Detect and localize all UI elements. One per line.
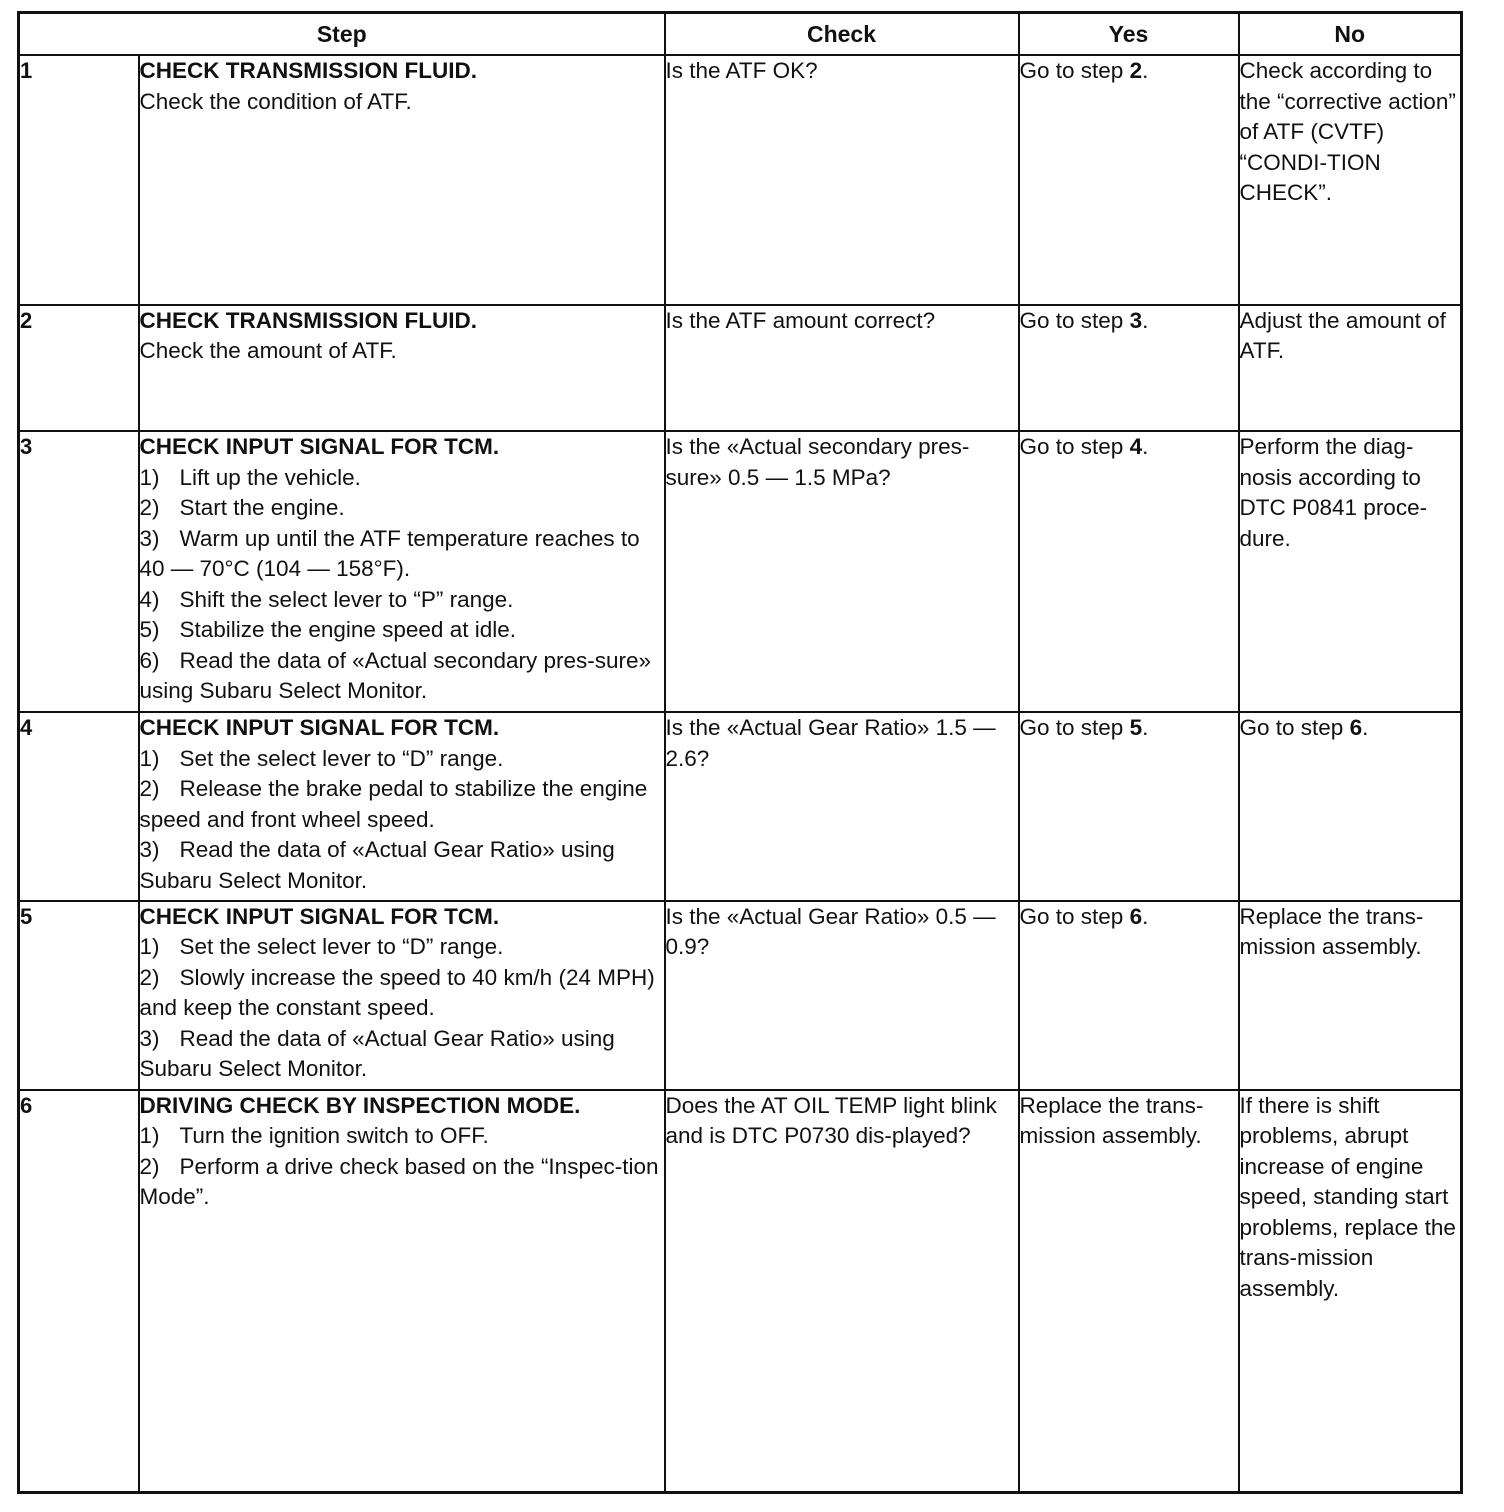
substep: [140, 932, 664, 963]
step-title: DRIVING CHECK BY INSPECTION MODE.: [139, 1092, 581, 1118]
yes-cell: [1019, 55, 1239, 305]
substep-number: 3): [139, 525, 160, 551]
no-cell: If there is shift problems, abrupt increase of engine speed, standing start problems, replace the trans-mission assembly.: [1239, 1090, 1462, 1493]
substep: [140, 774, 664, 835]
table-row: [19, 712, 1462, 900]
yes-suffix: .: [1142, 903, 1149, 929]
no-prefix: Go to step: [1239, 715, 1350, 741]
no-suffix: .: [1362, 715, 1369, 741]
substep-number: 3): [139, 1025, 160, 1051]
substep: [140, 744, 664, 775]
substep-text: Set the select lever to “D” range.: [179, 934, 504, 960]
no-step-ref: 6: [1349, 715, 1363, 741]
substep-number: 2): [139, 495, 160, 521]
yes-suffix: .: [1142, 307, 1149, 333]
substep-number: 2): [139, 776, 160, 802]
substep-number: 1): [139, 1123, 160, 1149]
table-row: [19, 431, 1462, 712]
substep: [140, 1121, 664, 1152]
substep: [140, 585, 664, 616]
step-description: [139, 712, 665, 900]
substep-text: Stabilize the engine speed at idle.: [179, 617, 516, 643]
step-title: CHECK TRANSMISSION FLUID.: [139, 307, 477, 333]
check-cell: Is the «Actual Gear Ratio» 1.5 — 2.6?: [665, 712, 1019, 900]
yes-prefix: Go to step: [1019, 434, 1130, 460]
check-cell: Is the «Actual Gear Ratio» 0.5 — 0.9?: [665, 901, 1019, 1090]
no-cell: Adjust the amount of ATF.: [1239, 305, 1462, 432]
header-step: Step: [19, 13, 665, 56]
no-cell: Replace the trans-mission assembly.: [1239, 901, 1462, 1090]
substep: [140, 524, 664, 585]
step-number: 5: [19, 901, 139, 1090]
substep-number: 4): [139, 586, 160, 612]
step-title: CHECK TRANSMISSION FLUID.: [139, 58, 477, 83]
step-number: 4: [19, 712, 139, 900]
check-cell: Is the «Actual secondary pres-sure» 0.5 — 1.5 MPa?: [665, 431, 1019, 712]
substep: [140, 963, 664, 1024]
substep-text: Start the engine.: [179, 495, 345, 521]
yes-prefix: Go to step: [1019, 307, 1130, 333]
yes-suffix: .: [1142, 58, 1149, 83]
step-number: 1: [19, 55, 139, 305]
step-description: [139, 1090, 665, 1493]
check-cell: Is the ATF amount correct?: [665, 305, 1019, 432]
step-title: CHECK INPUT SIGNAL FOR TCM.: [139, 903, 500, 929]
yes-cell: Replace the trans-mission assembly.: [1019, 1090, 1239, 1493]
yes-cell: [1019, 901, 1239, 1090]
diagnostic-table: [17, 11, 1463, 1494]
substep-number: 1): [139, 464, 160, 490]
substep-number: 5): [139, 617, 160, 643]
substep-number: 2): [139, 964, 160, 990]
table-row: [19, 55, 1462, 305]
substep-text: Read the data of «Actual Gear Ratio» using Subaru Select Monitor.: [139, 837, 615, 893]
yes-suffix: .: [1142, 715, 1149, 741]
yes-step-ref: 2: [1129, 58, 1143, 83]
step-description: [139, 431, 665, 712]
step-description: [139, 901, 665, 1090]
substep-number: 3): [139, 837, 160, 863]
step-title: CHECK INPUT SIGNAL FOR TCM.: [139, 715, 500, 741]
yes-prefix: Go to step: [1019, 903, 1130, 929]
step-number: 6: [19, 1090, 139, 1493]
yes-step-ref: 3: [1129, 307, 1143, 333]
substep-text: Shift the select lever to “P” range.: [179, 586, 514, 612]
step-title: CHECK INPUT SIGNAL FOR TCM.: [139, 434, 500, 460]
substep-number: 6): [139, 647, 160, 673]
step-text: Check the condition of ATF.: [139, 88, 412, 114]
step-description: [139, 305, 665, 432]
substep-text: Perform a drive check based on the “Inspec-tion Mode”.: [139, 1153, 659, 1210]
substep-text: Warm up until the ATF temperature reaches to 40 — 70°C (104 — 158°F).: [139, 525, 640, 582]
check-cell: Is the ATF OK?: [665, 55, 1019, 305]
step-number: 3: [19, 431, 139, 712]
header-check: Check: [665, 13, 1019, 56]
step-description: [139, 55, 665, 305]
substep-text: Slowly increase the speed to 40 km/h (24 MPH) and keep the constant speed.: [139, 964, 655, 1021]
substep: [140, 615, 664, 646]
no-cell: Check according to the “corrective action” of ATF (CVTF) “CONDI-TION CHECK”.: [1239, 55, 1462, 305]
yes-step-ref: 5: [1129, 715, 1143, 741]
yes-suffix: .: [1142, 434, 1149, 460]
substep: [140, 646, 664, 707]
yes-prefix: Go to step: [1019, 715, 1130, 741]
substep-text: Release the brake pedal to stabilize the engine speed and front wheel speed.: [139, 776, 648, 832]
substep: [140, 835, 664, 896]
header-row: [19, 13, 1462, 56]
substep-text: Turn the ignition switch to OFF.: [179, 1123, 489, 1149]
substep-text: Read the data of «Actual Gear Ratio» using Subaru Select Monitor.: [139, 1025, 615, 1082]
substep: [140, 463, 664, 494]
step-text: Check the amount of ATF.: [139, 338, 397, 364]
yes-cell: [1019, 712, 1239, 900]
substep: [140, 493, 664, 524]
substep-number: 2): [139, 1153, 160, 1179]
step-number: 2: [19, 305, 139, 432]
substep-text: Lift up the vehicle.: [179, 464, 361, 490]
check-cell: Does the AT OIL TEMP light blink and is DTC P0730 dis-played?: [665, 1090, 1019, 1493]
no-cell: [1239, 712, 1462, 900]
yes-step-ref: 4: [1129, 434, 1143, 460]
table-row: [19, 901, 1462, 1090]
table-row: [19, 1090, 1462, 1493]
yes-step-ref: 6: [1129, 903, 1143, 929]
header-yes: Yes: [1019, 13, 1239, 56]
substep-text: Read the data of «Actual secondary pres-sure» using Subaru Select Monitor.: [139, 647, 652, 704]
substep-text: Set the select lever to “D” range.: [179, 745, 504, 771]
substep: [140, 1152, 664, 1213]
no-cell: Perform the diag-nosis according to DTC P0841 proce-dure.: [1239, 431, 1462, 712]
table-row: [19, 305, 1462, 432]
substep: [140, 1024, 664, 1085]
yes-cell: [1019, 431, 1239, 712]
substep-number: 1): [139, 934, 160, 960]
yes-cell: [1019, 305, 1239, 432]
header-no: No: [1239, 13, 1462, 56]
yes-prefix: Go to step: [1019, 58, 1130, 83]
substep-number: 1): [139, 745, 160, 771]
